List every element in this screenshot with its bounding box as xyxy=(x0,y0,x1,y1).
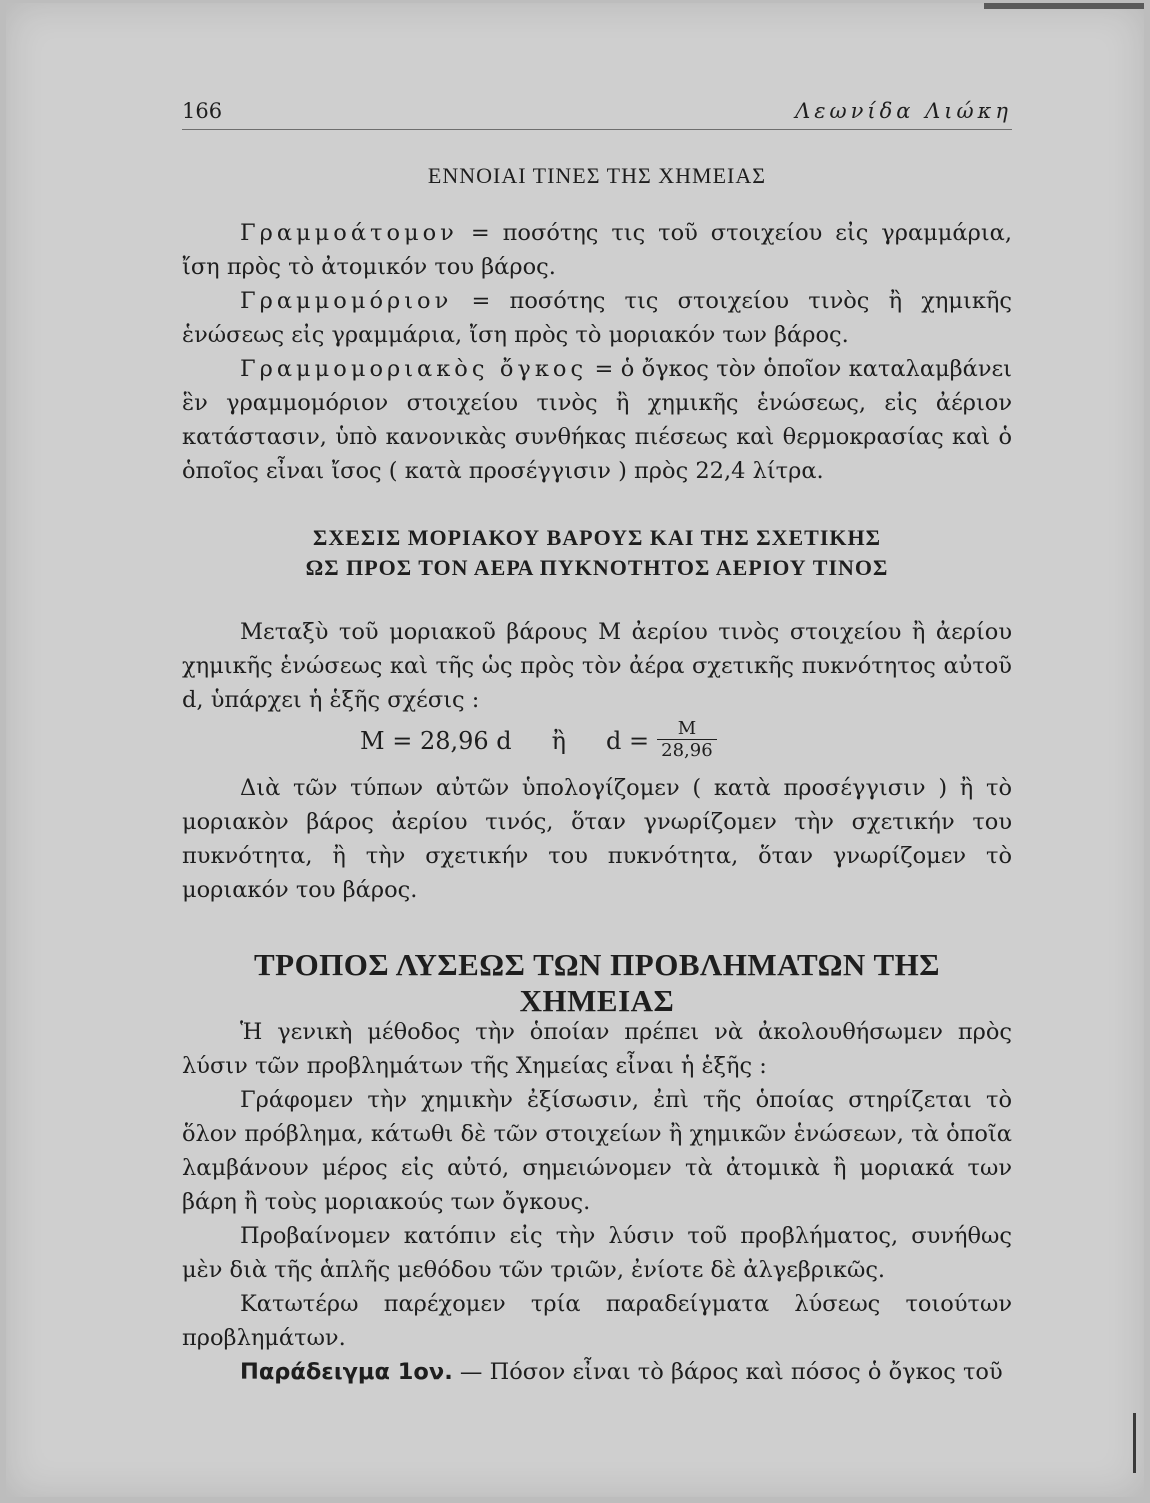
methods-body xyxy=(182,1015,1012,1389)
scan-edge xyxy=(984,3,1144,9)
section-title-methods-text: ΤΡΟΠΟΣ ΛΥΣΕΩΣ ΤΩΝ ΠΡΟΒΛΗΜΑΤΩΝ ΤΗΣ ΧΗΜΕΙΑΣ xyxy=(253,947,941,1018)
section-title-relation-line2: ΩΣ ΠΡΟΣ ΤΟΝ ΑΕΡΑ ΠΥΚΝΟΤΗΤΟΣ ΑΕΡΙΟΥ ΤΙΝΟΣ xyxy=(305,555,889,580)
example-1-paragraph xyxy=(182,1355,1012,1389)
book-page xyxy=(6,3,1144,1497)
term-gram-atom: Γραμμοάτομον xyxy=(240,220,458,246)
definitions-block xyxy=(182,216,1012,488)
term-gram-molecule: Γραμμομόριον xyxy=(240,288,453,314)
definition-gram-atom-text: = ποσότης τις τοῦ στοιχείου εἰς γραμμάρια, ἴση πρὸς τὸ ἀτομικόν του βάρος. xyxy=(182,220,1012,280)
section-title-relation-line1: ΣΧΕΣΙΣ ΜΟΡΙΑΚΟΥ ΒΑΡΟΥΣ ΚΑΙ ΤΗΣ ΣΧΕΤΙΚΗΣ xyxy=(312,525,882,550)
relation-intro xyxy=(182,615,1012,717)
methods-paragraph-4: Κατωτέρω παρέχομεν τρία παραδείγματα λύσεως τοιούτων προβλημάτων. xyxy=(182,1291,1012,1351)
formula-fraction xyxy=(657,719,717,762)
formula-left: M = 28,96 d xyxy=(360,726,512,755)
running-header xyxy=(182,99,1012,123)
example-1-text: — Πόσον εἶναι τὸ βάρος καὶ πόσος ὁ ὄγκος τοῦ xyxy=(452,1359,1003,1385)
formula-or: ἢ xyxy=(551,726,567,755)
formula-denominator: 28,96 xyxy=(657,739,717,762)
methods-paragraph-3: Προβαίνομεν κατόπιν εἰς τὴν λύσιν τοῦ προβλήματος, συνήθως μὲν διὰ τῆς ἁπλῆς μεθόδου τῶν τριῶν, ἐνίοτε δὲ ἀλγεβρικῶς. xyxy=(182,1223,1012,1283)
methods-paragraph-1: Ἡ γενικὴ μέθοδος τὴν ὁποίαν πρέπει νὰ ἀκολουθήσωμεν πρὸς λύσιν τῶν προβλημάτων τῆς Χημείας εἶναι ἡ ἑξῆς : xyxy=(182,1019,1012,1079)
section-title-relation xyxy=(182,525,1012,581)
relation-explanation-paragraph: Διὰ τῶν τύπων αὐτῶν ὑπολογίζομεν ( κατὰ προσέγγισιν ) ἢ τὸ μοριακὸν βάρος ἀερίου τινός, ὅταν γνωρίζομεν τὴν σχετικήν του πυκνότητα, ἢ τὴν σχετικήν του πυκνότητα, ὅταν γνωρίζομεν τὸ μοριακόν του βάρος. xyxy=(182,775,1012,903)
definition-gram-molecule-text: = ποσότης τις στοιχείου τινὸς ἢ χημικῆς ἑνώσεως εἰς γραμμάρια, ἴση πρὸς τὸ μοριακόν των βάρος. xyxy=(182,288,1012,348)
section-title-methods xyxy=(182,947,1012,1019)
relation-explanation xyxy=(182,771,1012,907)
section-title-concepts xyxy=(182,163,1012,189)
molar-mass-formula xyxy=(360,719,717,762)
formula-numerator: M xyxy=(677,718,697,739)
scan-margin-mark xyxy=(1133,1413,1136,1473)
definition-gram-atom xyxy=(182,216,1012,284)
definition-gram-molecule xyxy=(182,284,1012,352)
example-1-label: Παράδειγμα 1ον. xyxy=(240,1359,453,1385)
header-rule xyxy=(182,129,1012,130)
methods-paragraph-2: Γράφομεν τὴν χημικὴν ἐξίσωσιν, ἐπὶ τῆς ὁποίας στηρίζεται τὸ ὅλον πρόβλημα, κάτωθι δὲ τῶν στοιχείων ἢ χημικῶν ἑνώσεων, τὰ ὁποῖα λαμβάνουν μέρος εἰς αὐτό, σημειώνομεν τὰ ἀτομικὰ ἢ μοριακά των βάρη ἢ τοὺς μοριακούς των ὄγκους. xyxy=(182,1087,1012,1215)
section-title-concepts-text: ΕΝΝΟΙΑΙ ΤΙΝΕΣ ΤΗΣ ΧΗΜΕΙΑΣ xyxy=(427,163,767,188)
page-number: 166 xyxy=(182,99,223,123)
relation-paragraph: Μεταξὺ τοῦ μοριακοῦ βάρους M ἀερίου τινὸς στοιχείου ἢ ἀερίου χημικῆς ἑνώσεως καὶ τῆς ὡς πρὸς τὸν ἀέρα σχετικῆς πυκνότητος αὐτοῦ d, ὑπάρχει ἡ ἑξῆς σχέσις : xyxy=(182,619,1012,713)
definition-molar-volume xyxy=(182,352,1012,488)
definition-molar-volume-text: = ὁ ὄγκος τὸν ὁποῖον καταλαμβάνει ἓν γραμμομόριον στοιχείου τινὸς ἢ χημικῆς ἑνώσεως, εἰς ἀέριον κατάστασιν, ὑπὸ κανονικὰς συνθήκας πιέσεως καὶ θερμοκρασίας καὶ ὁ ὁποῖος εἶναι ἴσος ( κατὰ προσέγγισιν ) πρὸς 22,4 λίτρα. xyxy=(182,356,1012,484)
formula-right-lhs: d = xyxy=(606,726,650,755)
term-molar-volume: Γραμμομοριακὸς ὄγκος xyxy=(240,356,588,382)
header-author: Λεωνίδα Λιώκη xyxy=(795,99,1012,123)
